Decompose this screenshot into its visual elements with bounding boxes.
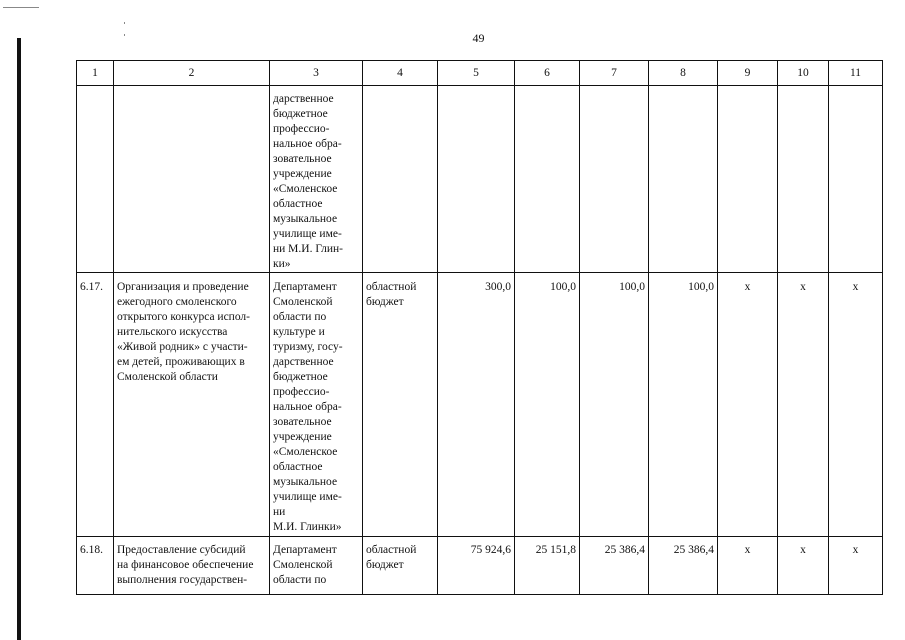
text-line: бюджетное [273,108,328,120]
text-line: училище име- [273,491,342,503]
column-header: 2 [114,61,270,86]
text-line: областное [273,198,323,210]
text-line: зовательное [273,153,332,165]
text-line: Смоленской [273,559,333,571]
column-header: 5 [438,61,515,86]
column-header: 1 [77,61,114,86]
column-header: 6 [515,61,580,86]
text-line: профессио- [273,123,330,135]
item-number: 6.18. [77,537,114,595]
funding-source: областной бюджет [363,537,438,595]
text-line: М.И. Глинки» [273,521,342,533]
text-line: учреждение [273,168,332,180]
item-executor [270,537,363,595]
column-header: 3 [270,61,363,86]
funding-total [438,86,515,273]
table-row [77,537,883,595]
funding-year-2 [580,86,649,273]
text-line: на финансовое обеспечение [117,559,254,571]
table-row [77,273,883,537]
text-line: учреждение [273,431,332,443]
funding-year-1 [515,86,580,273]
text-line: области по [273,574,327,586]
text-line: нальное обра- [273,401,342,413]
text-line: музыкальное [273,213,338,225]
page-number: 49 [472,31,485,45]
text-line: открытого конкурса испол- [117,311,251,323]
text-line: бюджетное [273,371,328,383]
indicator-cell: х [829,273,883,537]
funding-year-2: 25 386,4 [580,537,649,595]
funding-year-1: 100,0 [515,273,580,537]
funding-year-1: 25 151,8 [515,537,580,595]
text-line: «Живой родник» с участи- [117,341,248,353]
text-line: дарственное [273,356,334,368]
funding-year-2: 100,0 [580,273,649,537]
indicator-cell: х [778,273,829,537]
column-header: 10 [778,61,829,86]
item-number [77,86,114,273]
text-line: Департамент [273,544,337,556]
text-line: училище име- [273,228,342,240]
text-line: профессио- [273,386,330,398]
indicator-cell [718,86,778,273]
funding-source [363,86,438,273]
item-executor [270,86,363,273]
indicator-cell: х [778,537,829,595]
item-number: 6.17. [77,273,114,537]
text-line: ем детей, проживающих в [117,356,245,368]
program-table [76,60,883,595]
scan-speck [124,22,125,24]
column-header: 9 [718,61,778,86]
item-name [114,537,270,595]
indicator-cell: х [718,537,778,595]
text-line: ни М.И. Глин- [273,243,343,255]
column-number-row [77,61,883,86]
text-line: выполнения государствен- [117,574,248,586]
text-line: музыкальное [273,476,338,488]
text-line: «Смоленское [273,183,338,195]
text-line: культуре и [273,326,325,338]
funding-total: 300,0 [438,273,515,537]
text-line: ни [273,506,286,518]
funding-year-3: 100,0 [649,273,718,537]
text-line: «Смоленское [273,446,338,458]
funding-total: 75 924,6 [438,537,515,595]
column-header: 8 [649,61,718,86]
text-line: зовательное [273,416,332,428]
text-line: Предоставление субсидий [117,544,246,556]
text-line: Департамент [273,281,337,293]
indicator-cell: х [829,537,883,595]
column-header: 11 [829,61,883,86]
funding-year-3: 25 386,4 [649,537,718,595]
text-line: дарственное [273,93,334,105]
scan-mark [3,7,39,8]
item-executor [270,273,363,537]
item-name [114,273,270,537]
funding-year-3 [649,86,718,273]
text-line: области по [273,311,327,323]
table-row [77,86,883,273]
scan-edge-bar [17,38,21,640]
item-name [114,86,270,273]
funding-source: областной бюджет [363,273,438,537]
text-line: Смоленской области [117,371,218,383]
text-line: ки» [273,258,291,270]
indicator-cell: х [718,273,778,537]
text-line: нительского искусства [117,326,228,338]
column-header: 4 [363,61,438,86]
indicator-cell [829,86,883,273]
text-line: нальное обра- [273,138,342,150]
text-line: ежегодного смоленского [117,296,237,308]
text-line: Смоленской [273,296,333,308]
text-line: туризму, госу- [273,341,343,353]
indicator-cell [778,86,829,273]
column-header: 7 [580,61,649,86]
text-line: областное [273,461,323,473]
text-line: Организация и проведение [117,281,249,293]
